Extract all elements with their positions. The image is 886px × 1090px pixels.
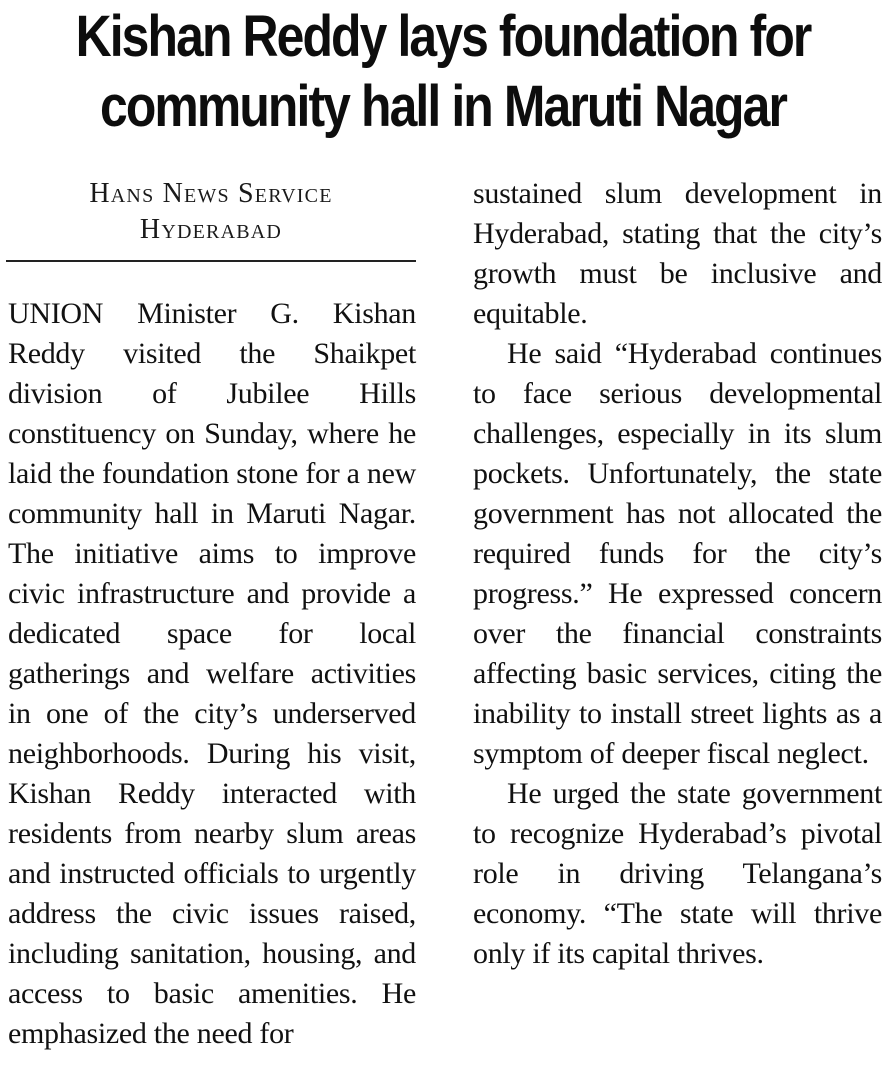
body-paragraph-3: He urged the state government to recognize Hyderabad’s pivotal role in driving Telangana’s economy. “The state will thrive only if its capital thrives.	[473, 777, 882, 970]
body-paragraph-1-continued: sustained slum development in Hyderabad, stating that the city’s growth must be inclusive and equitable.	[473, 177, 882, 330]
byline-agency: Hans News Service	[89, 178, 333, 209]
body-paragraph-2: He said “Hyderabad continues to face serious developmental challenges, especially in its slum pockets. Unfortunately, the state government has not allocated the required funds for the city’s progress.” He expressed concern over the financial constraints affecting basic services, citing the inability to install street lights as a symptom of deeper fiscal neglect.	[473, 337, 882, 770]
headline-line-2: community hall in Maruti Nagar	[99, 74, 787, 139]
byline	[6, 176, 416, 248]
article-column-right	[473, 174, 882, 974]
byline-location: Hyderabad	[139, 214, 283, 245]
article-headline	[62, 2, 824, 142]
body-paragraph-1: UNION Minister G. Kishan Reddy visited the Shaikpet division of Jubilee Hills constituency on Sunday, where he laid the foundation stone for a new community hall in Maruti Nagar. The initiative aims to improve civic infrastructure and provide a dedicated space for local gatherings and welfare activities in one of the city’s underserved neighborhoods. During his visit, Kishan Reddy interacted with residents from nearby slum areas and instructed officials to urgently address the civic issues raised, including sanitation, housing, and access to basic amenities. He emphasized the need for	[8, 297, 416, 1050]
headline-line-1: Kishan Reddy lays foundation for	[75, 4, 811, 69]
byline-divider	[6, 260, 416, 262]
article-column-left	[8, 294, 416, 1054]
